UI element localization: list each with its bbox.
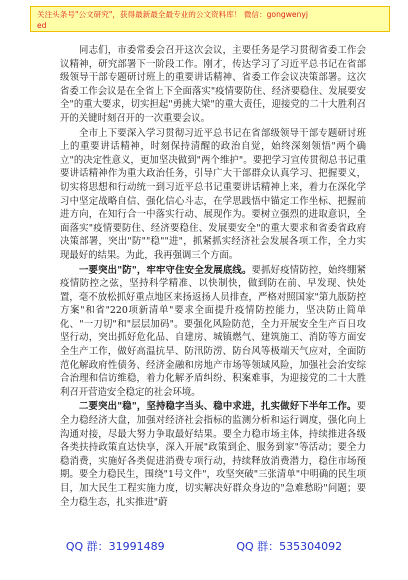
paragraph-text: 全市上下要深入学习贯彻习近平总书记在省部级领导干部专题研讨班上的重要讲话精神，时刻保持清醒的政治自觉，始终深刻领悟"两个确立"的决定性意义，更加坚决做到"两个维护"。要把学习宣传贯彻总书记重要讲话精神作为重大政治任务，引导广大干部群众认真学习、把握要义，切实将思想和行动统一到习近平总书记重要讲话精神上来，着力在深化学习中坚定战略自信、强化信心斗志，在学思践悟中锚定工作坐标、把握前进方向，在知行合一中落实行动、展现作为。要树立强烈的进取意识，全面落实"疫情要防住、经济要稳住、发展要安全"的重大要求和省委省政府决策部署，突出"防""稳""进"，抓紧抓实经济社会发展各项工作，全力实现最好的结果。为此，我再强调三个方面。 — [60, 127, 366, 261]
qq-group-2: QQ 群：535304092 — [236, 540, 343, 553]
paragraph-text: 要全力稳经济大盘，加强对经济社会指标的监测分析和运行调度，强化向上沟通对接，尽最大努力争取最好结果。要全力稳市场主体，持续推进各级各类扶持政策直达快享，深入开展"政策到企、服务到家"等活动；要全力稳消费，实施好各类促进消费专项行动，持续释放消费潜力，稳住市场预期。要全力稳民生，围绕"1号文件"，攻坚突破"三张清单"中明确的民生项目，加大民生工程实施力度，切实解决好群众身边的"急难愁盼"问题；要全力稳生态，扎实推进"蔚 — [60, 401, 366, 508]
paragraph-heading: 二要突出"稳"，坚持稳字当头、稳中求进，扎实做好下半年工作。 — [79, 401, 357, 413]
promo-banner-wrap-text: ed — [37, 21, 47, 30]
paragraph-text: 同志们，市委常委会召开这次会议，主要任务是学习贯彻省委工作会议精神，研究部署下一阶段工作。刚才，传达学习了习近平总书记在省部级领导干部专题研讨班上的重要讲话精神、省委工作会议决策部署。这次省委工作会议是在全省上下全面落实"疫情要防住、经济要稳住、发展要安全"的重大要求，切实担起"勇挑大梁"的重大责任，迎接党的二十大胜利召开的关键时刻召开的一次重要会议。 — [60, 45, 366, 124]
paragraph-stabilize — [60, 400, 366, 509]
paragraph-prevent — [60, 264, 366, 400]
document-body — [60, 44, 366, 528]
qq-group-1: QQ 群：31991489 — [65, 540, 165, 553]
contact-footer — [30, 536, 378, 558]
paragraph-heading: 一要突出"防"，牢牢守住安全发展底线。 — [79, 264, 252, 276]
paragraph-text: 要抓好疫情防控，始终绷紧疫情防控之弦，坚持科学精准、以快制快，做到防在前、早发现、快处置，毫不放松抓好重点地区来扬返扬人员排查，严格对照国家"第九版防控方案"和省"220项新清单"要求全面提升疫情防控能力，坚决防止简单化、"一刀切"和"层层加码"。要强化风险防范，全力开展安全生产百日攻坚行动，突出抓好危化品、自建房、城镇燃气、建筑施工、消防等方面安全生产工作，做好高温抗旱、防汛防涝、防台风等极端天气应对，全面防范化解政府性债务、经济金融和房地产市场等领域风险，加强社会治安综合治理和信访维稳，着力化解矛盾纠纷、积案难事，为迎接党的二十大胜利召开营造安全稳定的社会环境。 — [60, 264, 366, 398]
promo-banner — [30, 6, 390, 32]
paragraph-opening — [60, 44, 366, 126]
paragraph-study — [60, 127, 366, 263]
promo-banner-text: 关注头条号"公文研究"，获得最新最全最专业的公文资料库！ 微信：gongwenyj — [37, 10, 309, 19]
